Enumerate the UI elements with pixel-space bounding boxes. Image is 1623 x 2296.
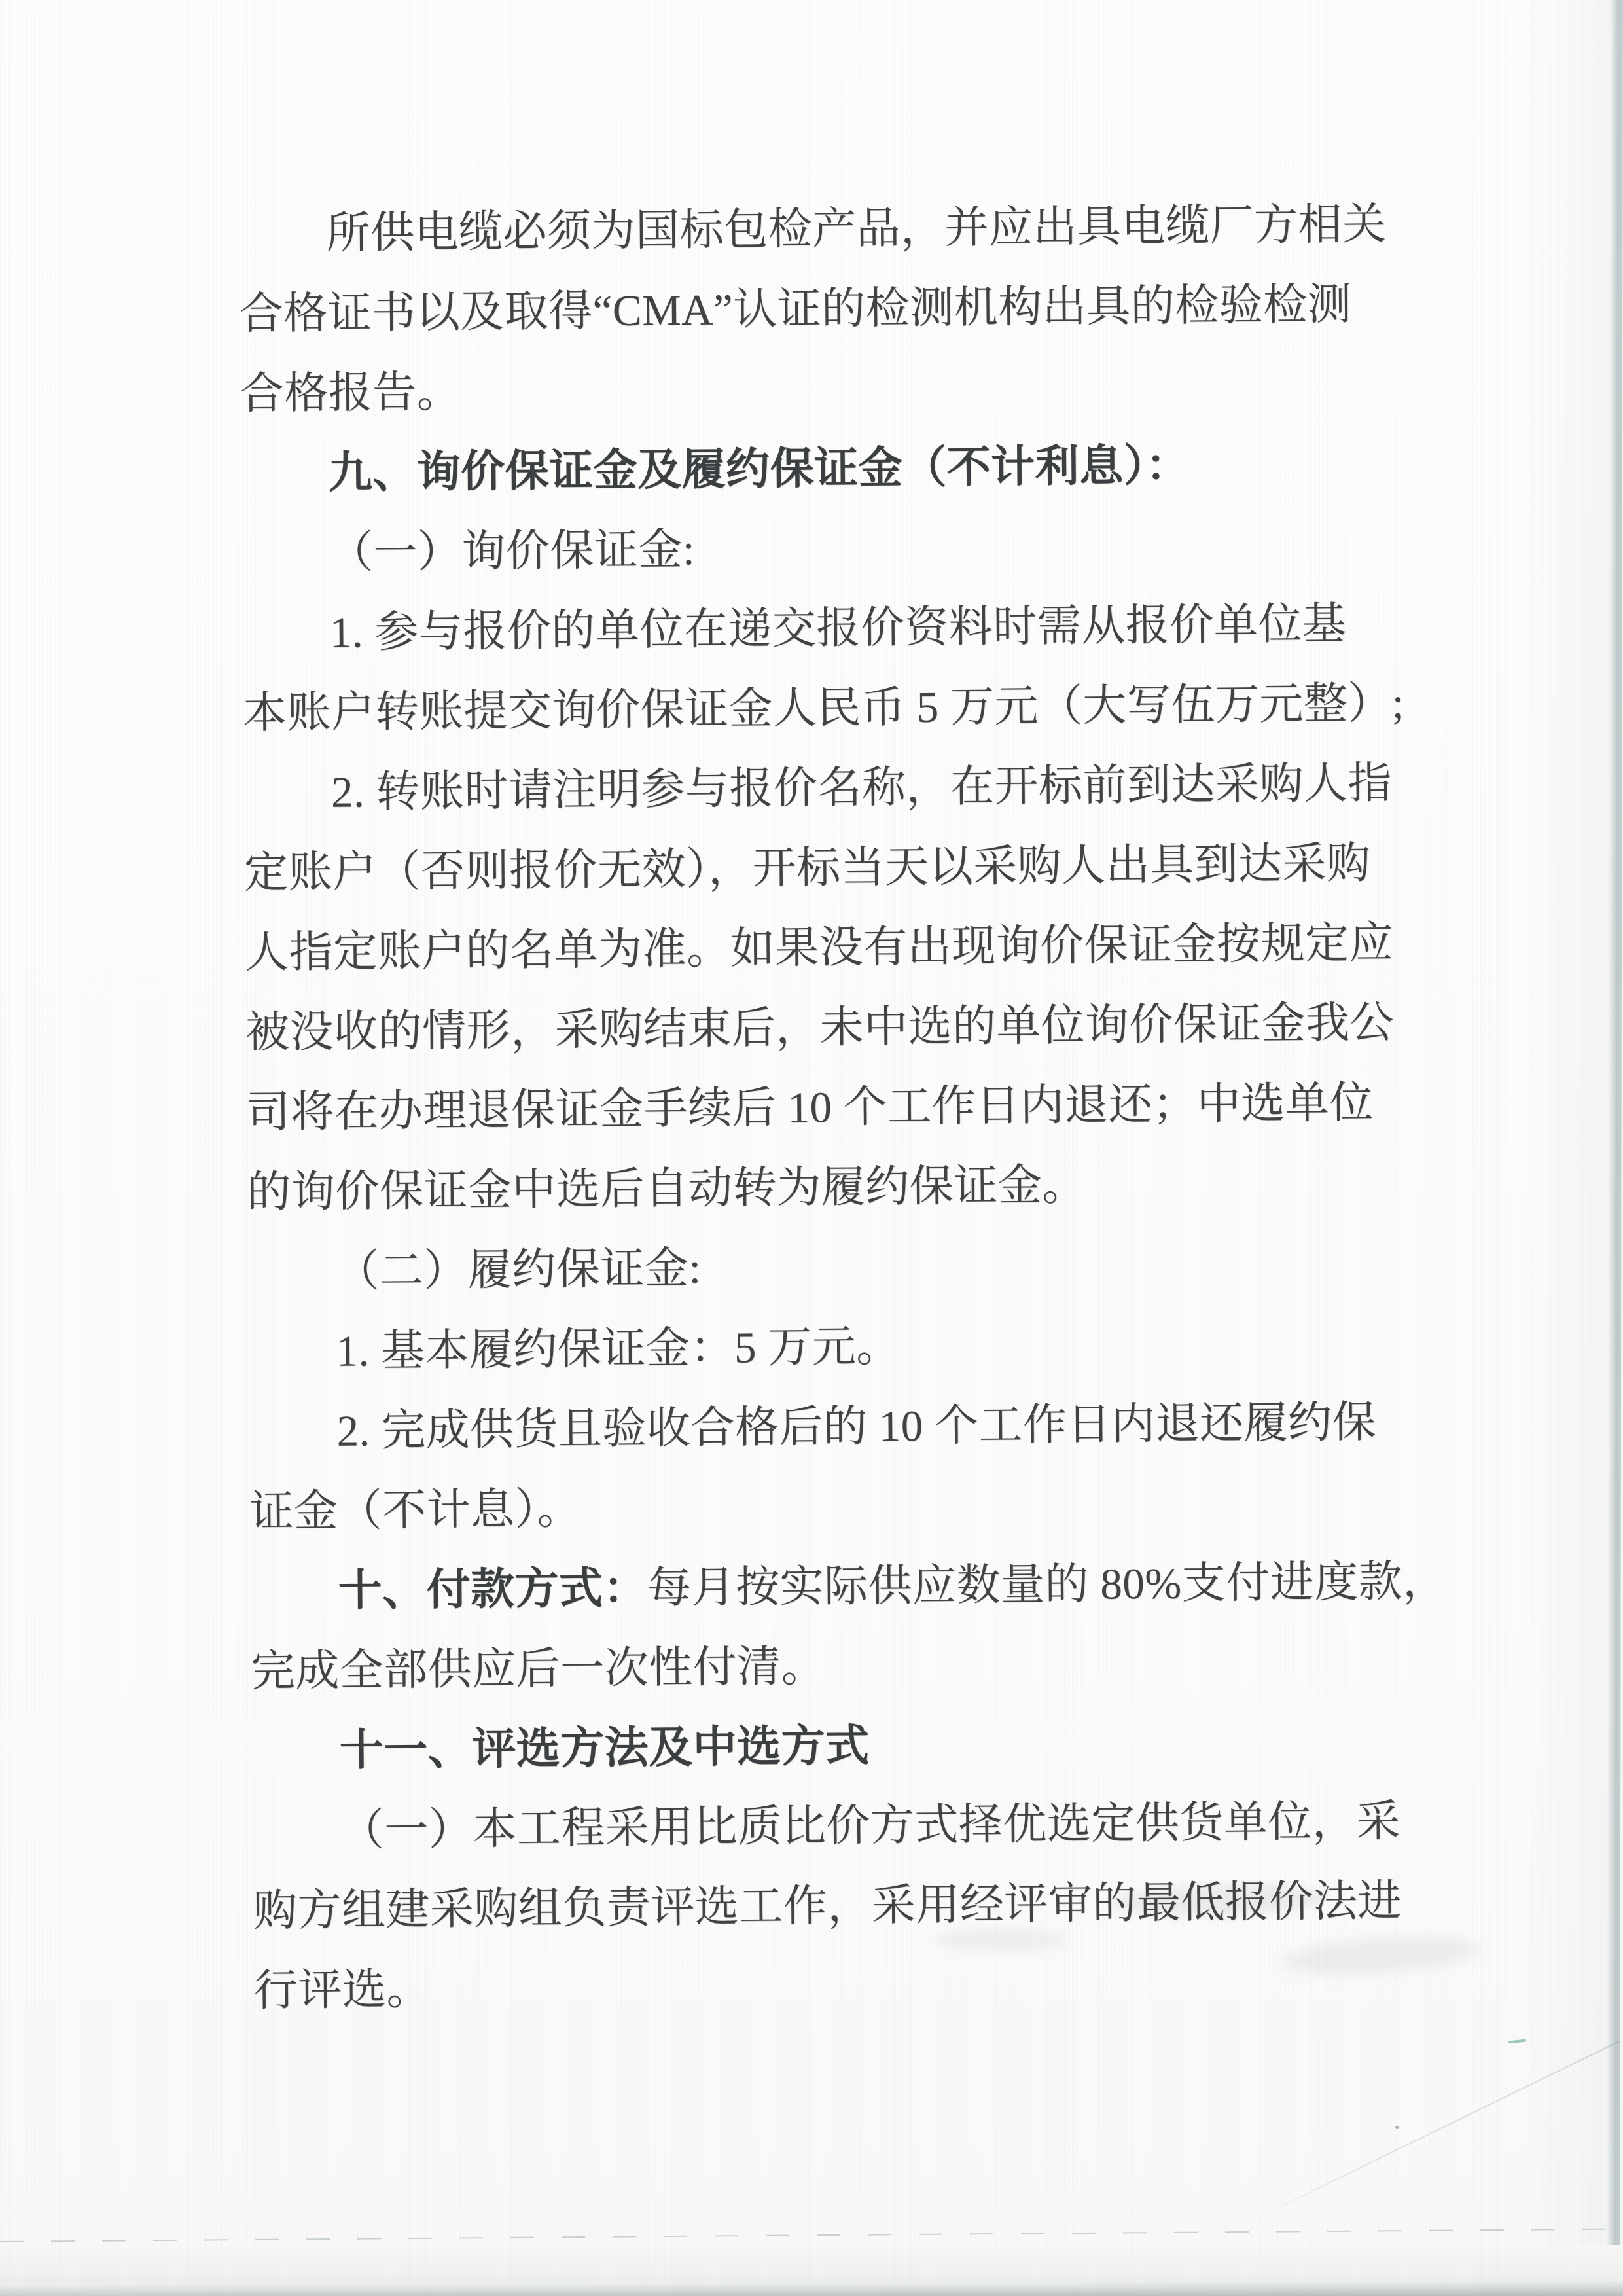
text-segment: 本账户转账提交询价保证金人民币 5 万元（大写伍万元整）;: [242, 679, 1405, 738]
right-margin-shade: [1525, 0, 1623, 2245]
body-line: [238, 185, 1394, 274]
heading-line: [251, 1702, 1407, 1791]
text-segment: （一）本工程采用比质比价方式择优选定供货单位，采: [340, 1797, 1401, 1855]
page-edge-right-band: [1607, 0, 1623, 2245]
heading-line: [240, 424, 1396, 514]
text-segment: 1. 基本履约保证金：5 万元。: [336, 1322, 901, 1376]
body-line: [245, 983, 1401, 1073]
text-segment: 1. 参与报价的单位在递交报价资料时需从报价单位基: [329, 600, 1347, 657]
text-segment: 每月按实际供应数量的 80%支付进度款，: [647, 1556, 1447, 1613]
bold-text-segment: 十一、评选方法及中选方式: [339, 1721, 870, 1775]
body-line: [241, 504, 1397, 594]
text-segment: 定账户（否则报价无效），开标当天以采购人出具到达采购: [243, 838, 1371, 897]
text-segment: （二）履约保证金:: [335, 1244, 702, 1296]
body-line: [247, 1143, 1402, 1232]
bold-text-segment: 十、付款方式：: [338, 1564, 648, 1615]
text-segment: 合格证书以及取得“CMA”认证的检测机构出具的检验检测: [239, 280, 1352, 338]
heading-line: [250, 1542, 1447, 1632]
teal-pen-tick-mark: [1508, 2039, 1526, 2044]
text-segment: 被没收的情形，采购结束后，未中选的单位询价保证金我公: [245, 998, 1395, 1057]
text-segment: 人指定账户的名单为准。如果没有出现询价保证金按规定应: [244, 918, 1394, 977]
page-edge-bottom-strip: [0, 2280, 1623, 2296]
body-line: [244, 823, 1400, 913]
body-line: [252, 1782, 1408, 1871]
body-line: [245, 903, 1400, 993]
text-segment: 2. 转账时请注明参与报价名称，在开标前到达采购人指: [330, 759, 1393, 817]
text-segment: 行评选。: [253, 1965, 431, 2015]
ink-speck: [1395, 2126, 1399, 2129]
text-segment: （一）询价保证金:: [329, 525, 696, 577]
bold-text-segment: 九、询价保证金及履约保证金（不计利息）：: [328, 441, 1190, 497]
bottom-shadow-zone: [0, 2240, 1623, 2296]
body-line: [240, 344, 1395, 434]
body-line: [243, 744, 1399, 833]
body-line: [246, 1063, 1402, 1153]
scanner-seam-dashed-line: [0, 2228, 1623, 2242]
document-text: [238, 185, 1447, 2031]
text-segment: 2. 完成供货且验收合格后的 10 个工作日内退还履约保: [336, 1397, 1377, 1456]
body-line: [248, 1302, 1404, 1392]
body-line: [241, 584, 1397, 673]
body-line: [249, 1462, 1405, 1552]
corner-crease-line: [1243, 2041, 1620, 2225]
text-segment: 司将在办理退保证金手续后 10 个工作日内退还；中选单位: [245, 1078, 1374, 1137]
body-line: [253, 1941, 1409, 2030]
text-segment: 证金（不计息）。: [249, 1484, 582, 1536]
text-segment: 购方组建采购组负责评选工作，采用经评审的最低报价法进: [253, 1876, 1402, 1935]
body-line: [242, 664, 1405, 753]
body-line: [247, 1223, 1403, 1312]
body-line: [249, 1382, 1404, 1472]
text-segment: 合格报告。: [240, 368, 461, 418]
body-line: [251, 1622, 1406, 1712]
text-segment: 的询价保证金中选后自动转为履约保证金。: [246, 1160, 1087, 1217]
body-line: [253, 1861, 1408, 1951]
text-segment: 所供电缆必须为国标包检产品，并应出具电缆厂方相关: [326, 200, 1387, 258]
body-line: [239, 264, 1395, 354]
text-segment: 完成全部供应后一次性付清。: [251, 1642, 826, 1696]
